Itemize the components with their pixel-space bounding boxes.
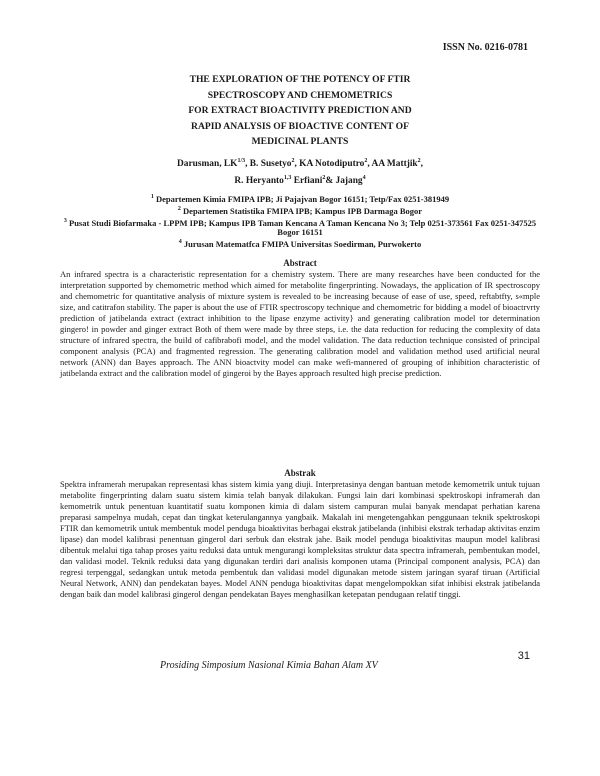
- author-name: Erfiani: [293, 176, 323, 187]
- affiliation-number: 3: [63, 217, 67, 224]
- issn-number: ISSN No. 0216-0781: [442, 42, 528, 53]
- affiliation: [60, 216, 540, 238]
- author-affil-sup: 2: [364, 158, 368, 164]
- abstract-heading: Abstract: [283, 258, 317, 268]
- affiliation-number: 2: [177, 205, 181, 212]
- author-sep: ,: [245, 159, 250, 170]
- page-number: 31: [517, 650, 530, 662]
- title-line: FOR EXTRACT BIOACTIVITY PREDICTION AND: [188, 105, 412, 116]
- affiliation-list: [60, 192, 540, 249]
- author-sep: &: [325, 176, 336, 187]
- affiliation-number: 4: [178, 239, 182, 246]
- affiliation-text: Departemen Statistika FMIPA IPB; Kampus IPB Darmaga Bogor: [183, 205, 423, 216]
- abstract-indonesian: [60, 468, 540, 600]
- author-affil-sup: 4: [362, 175, 366, 182]
- author-sep: ,: [294, 159, 300, 170]
- author-name: B. Susetyo: [249, 159, 292, 170]
- author-name: Jajang: [335, 176, 363, 187]
- author-affil-sup: 2: [417, 158, 421, 164]
- affiliation-text: Jurusan Matematfca FMIPA Universitas Soedirman, Purwokerto: [183, 239, 422, 250]
- abstract-english: [60, 258, 540, 379]
- author-name: Darusman, LK: [177, 159, 238, 170]
- title-line: SPECTROSCOPY AND CHEMOMETRICS: [207, 89, 393, 101]
- affiliation: [60, 192, 540, 204]
- author-affil-sup: 2: [291, 158, 295, 164]
- affiliation: [60, 204, 540, 216]
- affiliation-number: 1: [150, 194, 154, 200]
- title-line: MEDICINAL PLANTS: [251, 136, 349, 147]
- proceedings-footer: Prosiding Simposium Nasional Kimia Bahan Alam XV: [160, 660, 378, 671]
- author-affil-sup: 1/3: [237, 158, 246, 164]
- affiliation-text: Pusat Studi Biofarmaka - LPPM IPB; Kampus IPB Taman Kencana A Taman Kencana No 3; Telp 0251-373561 Fax 0251-347525 Bogor 16151: [69, 217, 537, 238]
- author-line: [60, 154, 540, 171]
- author-affil-sup: 1,3: [283, 175, 292, 182]
- author-name: R. Heryanto: [234, 176, 284, 187]
- affiliation: [60, 237, 540, 249]
- paper-title: [60, 72, 540, 150]
- title-line: THE EXPLORATION OF THE POTENCY OF FTIR: [189, 74, 411, 85]
- author-sep: ,: [420, 159, 423, 170]
- author-sep: ,: [367, 159, 372, 170]
- author-name: KA Notodiputro: [299, 159, 365, 170]
- affiliation-text: Departemen Kimia FMIPA IPB; Ji Pajajvan Bogor 16151; Tetp/Fax 0251-381949: [155, 193, 450, 204]
- abstrak-body: Spektra inframerah merupakan representasi khas sistem kimia yang diuji. Interpretasinya dengan bantuan metode kemometrik untuk tujuan metabolite fingerprinting dalam suatu sistem kimia telah banyak dilakukan. Fungsi lain dari kombinasi spektroskopi inframerah dan kemometrik untuk penentuan kuantitatif suatu komponen kimia di dalam sistem campuran mulai banyak mendapat perhatian karena preparasi sampelnya mudah, cepat dan tingkat keterulangannya yangbaik. Makalah ini mengetengahkan penggunaan teknik spektroskopi FTIR dan kemometrik untuk membentuk model penduga bioaktivitas berbagai ekstrak jatibelanda (inhibisi ekstrak terhadap aktivitas enzim lipase) dan model kalibrasi penentuan gingerol dari serbuk dan ekstrak jahe. Baik model penduga bioaktivitas maupun model kalibrasi dibentuk melalui tiga tahap proses yaitu reduksi data untuk mengurangi kompleksitas struktur data spectra inframerah, pembentukan model, dan validasi model. Teknik reduksi data yang digunakan terdiri dari analisis komponen utama (Principal component analysis, PCA) dan regresi terpenggal, sedangkan untuk metoda pembentuk dan validasi model digunakan metode sistem jaringan syaraf tiruan (Artificial Neural Network, ANN) dan pendekatan bayes. Model ANN penduga bioaktivitas dapat mengelompokkan sifat inhibisi ekstrak jatibelanda dengan baik dan model kalibrasi gingerol dengan pendekatan Bayes menghasilkan ketepatan pendugaan relatif tinggi.: [60, 479, 540, 599]
- author-line: [60, 171, 540, 188]
- author-name: AA Mattjik: [371, 159, 418, 170]
- abstract-body: An infrared spectra is a characteristic representation for a chemistry system. There are many researches have been conducted for the interpretation supported by chemometric method which aimed for metabolite fingerprinting. Nowadays, the application of IR spectroscopy and chemometric for quantitative analysis of mixture system is revealed to be increasing because of ease of use, speed, reftabtfty, s«mple size, and catitrafon stability. The paper is about the use of FTIR spectroscopy technique and chemometric for bidding a model of bioactrvrty prediction of jatibelanda extract (extract inhibition to the lipase enzyme activity} and generating calibration model tor determination gingero! in powder and ginger extract Both of them were made by three steps, i.e. the data reduction for reducing the complexity of data structure of infrared spectra, the build of cafibrabofi model, and the model validation. The data reduction technique consisted of principal component analysis (PCA) and fragmented regression. The generating calibration model and validation method used artificial neural network (ANN) dan Bayes approach. The ANN bioactvity model can make wefi-mannered of grouping of inhibition characteristic of jatibelanda extract and the calibration model of gingeroi by the Bayes approach resulted high precise prediction.: [60, 269, 540, 378]
- title-line: RAPID ANALYSIS OF BIOACTIVE CONTENT OF: [191, 120, 409, 132]
- abstrak-heading: Abstrak: [284, 468, 316, 478]
- author-list: [60, 154, 540, 188]
- author-affil-sup: 2: [322, 175, 326, 182]
